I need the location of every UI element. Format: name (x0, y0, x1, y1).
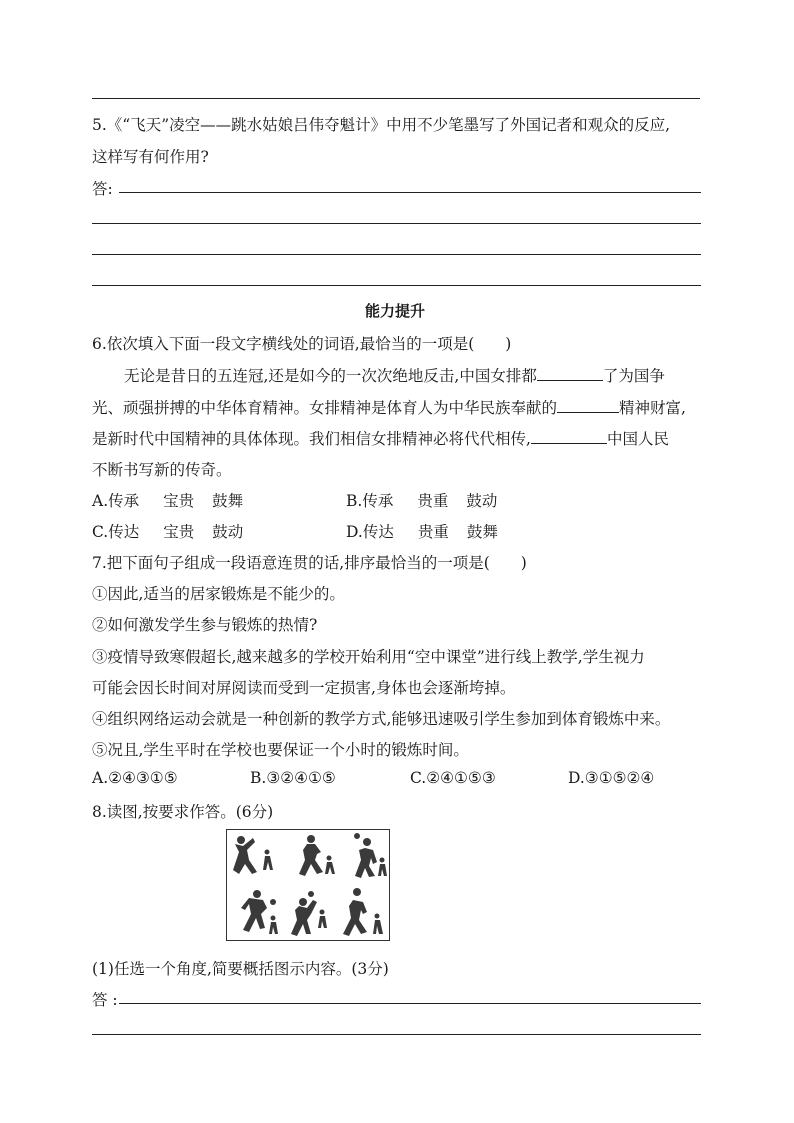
option-word: 宝贵 (163, 492, 195, 510)
q8-answer-line-2[interactable] (92, 1034, 701, 1035)
q6-blank-2[interactable] (557, 411, 619, 413)
option-word: 贵重 (417, 492, 449, 510)
q6-passage-text: 是新时代中国精神的具体体现。我们相信女排精神必将代代相传, (92, 430, 531, 448)
section-title: 能力提升 (365, 302, 426, 320)
q6-passage-line2 (92, 396, 686, 418)
q5-answer-line-4[interactable] (92, 285, 701, 286)
q6-option-d[interactable] (346, 520, 498, 542)
option-word: 传承 (108, 492, 140, 510)
option-word: 鼓舞 (212, 492, 244, 510)
q5-answer-line-2[interactable] (92, 223, 701, 224)
q5-stem-line2: 这样写有何作用? (92, 148, 209, 166)
q8-answer-line-1[interactable] (119, 1003, 701, 1004)
option-word: 传达 (108, 523, 140, 541)
q6-passage-text: 精神财富, (619, 399, 686, 417)
q6-passage-text: 无论是昔日的五连冠,还是如今的一次次绝地反击,中国女排都 (124, 367, 537, 385)
q7-sentence-2: ②如何激发学生参与锻炼的热情? (92, 616, 318, 634)
option-word: 传承 (362, 492, 394, 510)
q8-answer-label: 答 : (92, 991, 118, 1009)
q7-option-b[interactable]: B.③②④①⑤ (250, 769, 336, 787)
option-word: 贵重 (417, 523, 449, 541)
option-word: 传达 (362, 523, 394, 541)
sports-silhouettes-image (227, 830, 389, 940)
q7-option-a[interactable]: A.②④③①⑤ (92, 769, 178, 787)
q6-passage-text: 了为国争 (602, 367, 665, 385)
q6-passage-text: 光、顽强拼搏的中华体育精神。女排精神是体育人为中华民族奉献的 (92, 399, 558, 417)
q5-answer-label: 答: (92, 180, 113, 198)
q6-blank-3[interactable] (531, 442, 607, 444)
q6-passage-line1 (124, 364, 665, 386)
q6-passage-text: 中国人民 (606, 430, 669, 448)
q7-sentence-1: ①因此,适当的居家锻炼是不能少的。 (92, 585, 345, 603)
q7-sentence-5: ⑤况且,学生平时在学校也要保证一个小时的锻炼时间。 (92, 741, 469, 759)
option-word: 鼓动 (466, 492, 498, 510)
q8-sub1: (1)任选一个角度,简要概括图示内容。(3分) (92, 960, 389, 978)
option-letter: D. (346, 523, 363, 541)
q7-sentence-3a: ③疫情导致寒假超长,越来越多的学校开始利用“空中课堂”进行线上教学,学生视力 (92, 648, 645, 666)
q5-answer-line-1[interactable] (119, 192, 701, 193)
sports-silhouettes-figure (226, 829, 390, 941)
q6-blank-1[interactable] (537, 379, 603, 381)
q8-stem: 8.读图,按要求作答。(6分) (92, 803, 274, 821)
q7-sentence-4: ④组织网络运动会就是一种创新的教学方式,能够迅速吸引学生参加到体育锻炼中来。 (92, 710, 671, 728)
q6-option-a[interactable] (92, 489, 243, 511)
q6-passage-line4: 不断书写新的传奇。 (92, 461, 232, 479)
option-letter: B. (346, 492, 363, 510)
option-word: 宝贵 (163, 523, 195, 541)
q7-option-c[interactable]: C.②④①⑤③ (410, 769, 496, 787)
top-answer-line (92, 98, 700, 99)
q5-answer-line-3[interactable] (92, 254, 701, 255)
q7-sentence-3b: 可能会因长时间对屏阅读而受到一定损害,身体也会逐渐垮掉。 (92, 679, 516, 697)
q6-option-b[interactable] (346, 489, 497, 511)
q6-passage-line3 (92, 427, 669, 449)
q7-stem: 7.把下面句子组成一段语意连贯的话,排序最恰当的一项是( ) (92, 554, 527, 572)
q5-stem-line1: 5.《“飞天”凌空——跳水姑娘吕伟夺魁计》中用不少笔墨写了外国记者和观众的反应, (92, 116, 671, 134)
q6-option-c[interactable] (92, 520, 243, 542)
option-word: 鼓动 (212, 523, 244, 541)
q6-stem: 6.依次填入下面一段文字横线处的词语,最恰当的一项是( ) (92, 335, 512, 353)
option-letter: C. (92, 523, 109, 541)
q7-option-d[interactable]: D.③①⑤②④ (568, 769, 655, 787)
option-word: 鼓舞 (466, 523, 498, 541)
option-letter: A. (92, 492, 109, 510)
